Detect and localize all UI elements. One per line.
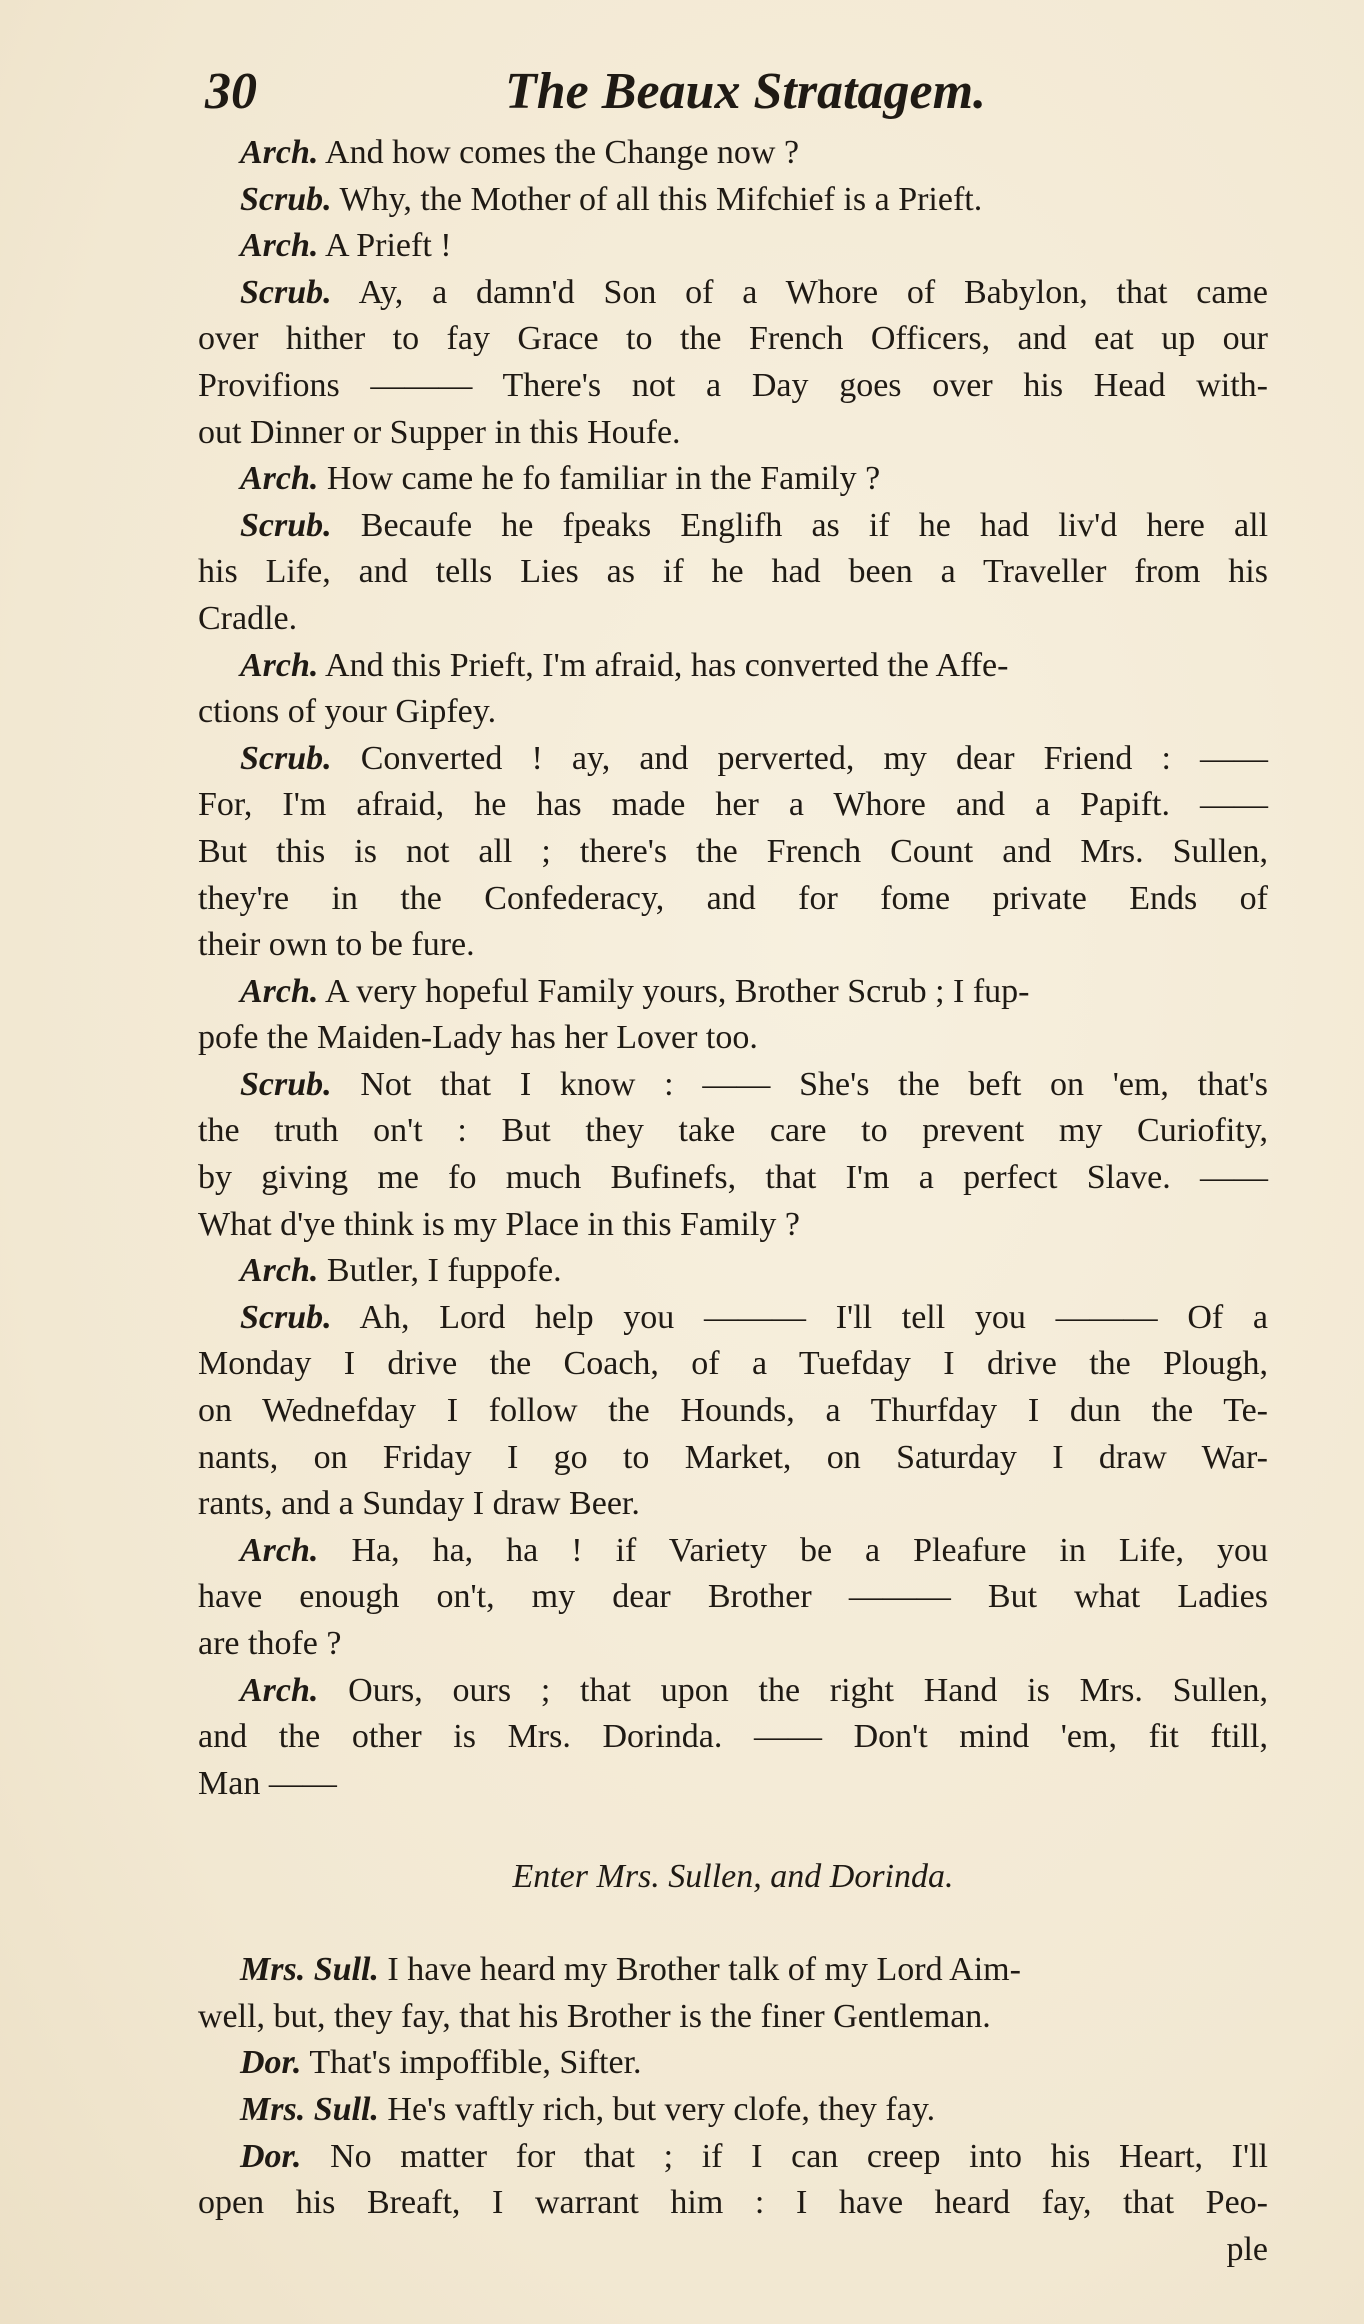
speech-text: Ha, ha, ha ! if Variety be a Pleafure in Life, you	[351, 1531, 1269, 1569]
text-line: their own to be fure.	[198, 926, 475, 964]
speech-line	[198, 1528, 1268, 1575]
play-text	[198, 130, 1268, 2273]
blank-line	[198, 1901, 1268, 1948]
text-line: pofe the Maiden-Lady has her Lover too.	[198, 1019, 758, 1057]
catchword: ple	[1226, 2230, 1268, 2268]
speaker-name: Arch.	[240, 460, 319, 498]
stage-direction: Enter Mrs. Sullen, and Dorinda.	[512, 1857, 954, 1895]
text-line: are thofe ?	[198, 1625, 342, 1662]
speaker-name: Arch.	[240, 134, 319, 171]
text-line: by giving me fo much Bufinefs, that I'm a perfect Slave. ——	[198, 1159, 1268, 1197]
speech-text: Converted ! ay, and perverted, my dear Friend : ——	[360, 739, 1269, 777]
text-line: But this is not all ; there's the French Count and Mrs. Sullen,	[198, 832, 1268, 870]
speaker-name: Mrs. Sull.	[240, 1951, 379, 1989]
speaker-name: Arch.	[240, 972, 319, 1010]
speech-line	[198, 643, 1268, 690]
speech-text: Why, the Mother of all this Mifchief is a Prieft.	[339, 180, 983, 218]
speaker-name: Scrub.	[240, 739, 332, 777]
speech-line	[198, 2040, 1268, 2087]
text-line: ctions of your Gipfey.	[198, 693, 497, 731]
speaker-name: Scrub.	[240, 1298, 332, 1336]
page-number: 30	[205, 63, 257, 120]
text-line: Man ——	[198, 1764, 337, 1802]
text-line: open his Breaft, I warrant him : I have heard fay, that Peo-	[198, 2184, 1268, 2222]
speaker-name: Scrub.	[240, 1065, 332, 1103]
text-line: nants, on Friday I go to Market, on Saturday I draw War-	[198, 1438, 1268, 1476]
speech-text: A Prieft !	[325, 227, 452, 265]
speech-text: No matter for that ; if I can creep into his Heart, I'll	[330, 2137, 1268, 2175]
text-line: Monday I drive the Coach, of a Tuefday I drive the Plough,	[198, 1345, 1268, 1383]
running-title: The Beaux Stratagem.	[505, 63, 987, 120]
text-line: on Wednefday I follow the Hounds, a Thurfday I dun the Te-	[198, 1392, 1268, 1430]
speech-line	[198, 1295, 1268, 1342]
speech-line	[198, 1947, 1268, 1994]
text-line: the truth on't : But they take care to prevent my Curiofity,	[198, 1112, 1268, 1150]
text-line: well, but, they fay, that his Brother is the finer Gentleman.	[198, 1997, 991, 2035]
text-line: For, I'm afraid, he has made her a Whore and a Papift. ——	[198, 786, 1268, 824]
speaker-name: Arch.	[240, 646, 319, 684]
speech-text: That's impoffible, Sifter.	[309, 2044, 642, 2082]
text-line: Provifions ——— There's not a Day goes over his Head with-	[198, 366, 1268, 404]
text-line: his Life, and tells Lies as if he had been a Traveller from his	[198, 553, 1268, 591]
speech-text: And how comes the Change now ?	[325, 134, 800, 171]
speech-text: And this Prieft, I'm afraid, has converted the Affe-	[325, 646, 1009, 684]
speech-line	[198, 270, 1268, 317]
speech-text: Ours, ours ; that upon the right Hand is Mrs. Sullen,	[348, 1671, 1269, 1709]
speech-text: How came he fo familiar in the Family ?	[326, 460, 881, 498]
text-line: Cradle.	[198, 599, 298, 637]
speech-text: Not that I know : —— She's the beft on 'em, that's	[360, 1065, 1268, 1103]
speaker-name: Arch.	[240, 1671, 319, 1709]
speech-text: Becaufe he fpeaks Englifh as if he had liv'd here all	[360, 506, 1269, 544]
speech-line	[198, 736, 1268, 783]
speech-text: Ay, a damn'd Son of a Whore of Babylon, that came	[358, 273, 1269, 311]
speech-line	[198, 1248, 1268, 1295]
speech-line	[198, 456, 1268, 503]
speech-text: A very hopeful Family yours, Brother Scrub ; I fup-	[325, 972, 1030, 1010]
speaker-name: Scrub.	[240, 506, 332, 544]
speech-text: Butler, I fuppofe.	[326, 1252, 562, 1290]
speech-line	[198, 969, 1268, 1016]
text-line: have enough on't, my dear Brother ——— But what Ladies	[198, 1578, 1268, 1616]
speaker-name: Scrub.	[240, 273, 332, 311]
speech-line	[198, 1668, 1268, 1715]
speech-text: I have heard my Brother talk of my Lord Aim-	[387, 1951, 1021, 1989]
speech-line	[198, 2087, 1268, 2134]
speaker-name: Arch.	[240, 1531, 319, 1569]
text-line: rants, and a Sunday I draw Beer.	[198, 1485, 640, 1523]
speaker-name: Arch.	[240, 1252, 319, 1290]
text-line: and the other is Mrs. Dorinda. —— Don't mind 'em, fit ftill,	[198, 1718, 1268, 1756]
speech-text: He's vaftly rich, but very clofe, they fay.	[387, 2090, 936, 2128]
speaker-name: Dor.	[240, 2137, 302, 2175]
speech-line	[198, 2134, 1268, 2181]
speech-line	[198, 223, 1268, 270]
text-line: What d'ye think is my Place in this Family ?	[198, 1205, 800, 1243]
page-header	[205, 62, 1265, 132]
text-line: they're in the Confederacy, and for fome private Ends of	[198, 879, 1268, 917]
speech-line	[198, 177, 1268, 224]
speech-line	[198, 503, 1268, 550]
speaker-name: Arch.	[240, 227, 319, 265]
speech-line	[198, 130, 1268, 177]
speech-line	[198, 1062, 1268, 1109]
speaker-name: Scrub.	[240, 180, 332, 218]
blank-line	[198, 1807, 1268, 1854]
speaker-name: Mrs. Sull.	[240, 2090, 379, 2128]
speech-text: Ah, Lord help you ——— I'll tell you ——— Of a	[359, 1298, 1269, 1336]
text-line: over hither to fay Grace to the French Officers, and eat up our	[198, 320, 1268, 358]
speaker-name: Dor.	[240, 2044, 302, 2082]
text-line: out Dinner or Supper in this Houfe.	[198, 413, 681, 451]
